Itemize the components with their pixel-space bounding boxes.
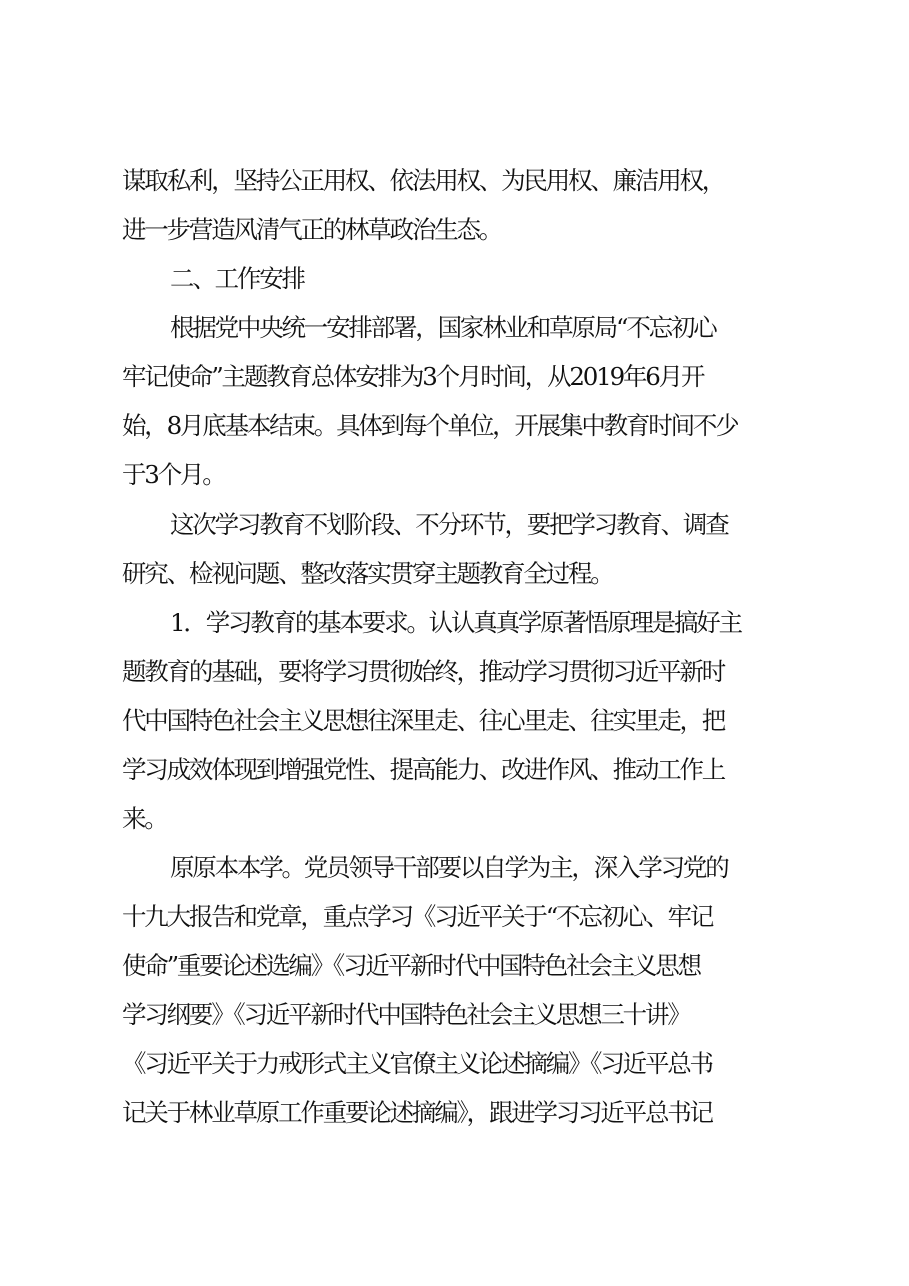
text-line: 根据党中央统一安排部署，国家林业和草原局“不忘初心 — [170, 313, 716, 342]
text-line: 始，8月底基本结束。具体到每个单位，开展集中教育时间不少 — [122, 411, 738, 440]
text-line: 《习近平关于力戒形式主义官僚主义论述摘编》《习近平总书 — [122, 1049, 712, 1078]
text-line: 代中国特色社会主义思想往深里走、往心里走、往实里走，把 — [122, 706, 725, 735]
text-line: 原原本本学。党员领导干部要以自学为主，深入学习党的 — [170, 853, 728, 882]
text-line: 十九大报告和党章，重点学习《习近平关于“不忘初心、牢记 — [122, 902, 713, 931]
text-line: 学习成效体现到增强党性、提高能力、改进作风、推动工作上 — [122, 755, 725, 784]
text-line: 牢记使命”主题教育总体安排为3个月时间，从2019年6月开 — [122, 362, 704, 391]
text-line: 题教育的基础，要将学习贯彻始终，推动学习贯彻习近平新时 — [122, 657, 725, 686]
section-heading: 二、工作安排 — [170, 264, 304, 293]
text-line: 研究、检视问题、整改落实贯穿主题教育全过程。 — [122, 559, 613, 588]
text-line: 进一步营造风清气正的林草政治生态。 — [122, 215, 502, 244]
text-line: 使命”重要论述选编》《习近平新时代中国特色社会主义思想 — [122, 951, 700, 980]
text-line: 谋取私利，坚持公正用权、依法用权、为民用权、廉洁用权， — [122, 166, 725, 195]
text-line: 这次学习教育不划阶段、不分环节，要把学习教育、调查 — [170, 510, 728, 539]
text-line: 记关于林业草原工作重要论述摘编》，跟进学习习近平总书记 — [122, 1098, 712, 1127]
text-line: 1．学习教育的基本要求。认认真真学原著悟原理是搞好主 — [170, 608, 741, 637]
text-line: 学习纲要》《习近平新时代中国特色社会主义思想三十讲》 — [122, 1000, 690, 1029]
text-line: 来。 — [122, 804, 167, 833]
text-line: 于3个月。 — [122, 460, 225, 489]
